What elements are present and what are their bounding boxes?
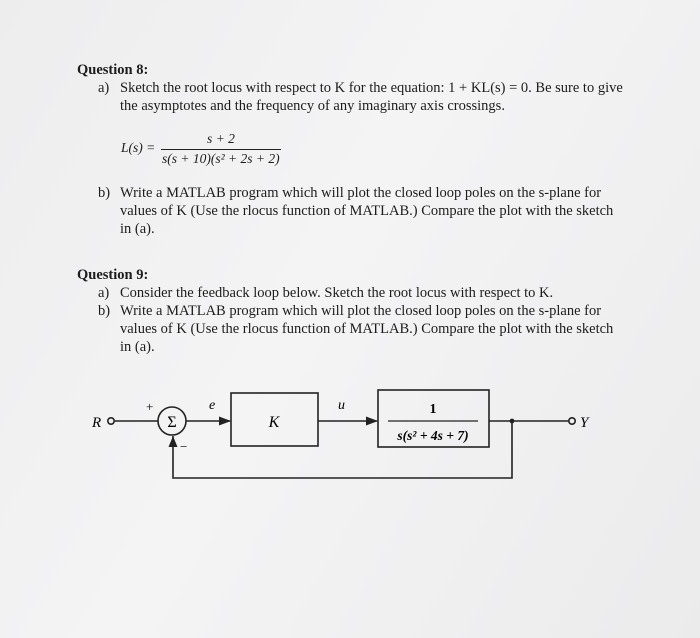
error-arrowhead	[219, 417, 231, 426]
control-arrowhead	[366, 417, 378, 426]
sum-symbol: Σ	[167, 414, 177, 431]
q8-part-a-line-2: the asymptotes and the frequency of any imaginary axis crossings.	[120, 98, 505, 114]
q9-part-a-line-1: Consider the feedback loop below. Sketch the root locus with respect to K.	[120, 285, 554, 301]
q9-part-a-marker: a)	[98, 285, 110, 301]
takeoff-point	[510, 419, 515, 424]
minus-sign: −	[180, 439, 188, 454]
input-label: R	[92, 415, 102, 431]
equation-lhs: L(s) =	[121, 140, 156, 155]
q8-part-a-line-1: Sketch the root locus with respect to K for the equation: 1 + KL(s) = 0. Be sure to give	[120, 80, 623, 96]
plant-numerator: 1	[429, 402, 437, 417]
q8-part-b-line-2: values of K (Use the rlocus function of MATLAB.) Compare the plot with the sketch	[120, 203, 614, 219]
q8-part-b-line-1: Write a MATLAB program which will plot the closed loop poles on the s-plane for	[120, 185, 602, 201]
control-label: u	[338, 398, 345, 413]
q9-part-b-marker: b)	[98, 303, 111, 319]
plus-sign: +	[146, 399, 154, 414]
q9-part-b-line-1: Write a MATLAB program which will plot the closed loop poles on the s-plane for	[120, 303, 602, 319]
question-8-title: Question 8:	[77, 62, 149, 78]
gain-label: K	[268, 414, 280, 431]
equation-denominator: s(s + 10)(s² + 2s + 2)	[162, 151, 280, 166]
error-label: e	[209, 398, 216, 413]
q9-part-b-line-3: in (a).	[120, 339, 155, 355]
q8-part-b-line-3: in (a).	[120, 221, 155, 237]
input-terminal	[108, 418, 114, 424]
feedback-arrowhead	[169, 436, 178, 447]
q8-part-a-marker: a)	[98, 80, 110, 96]
q8-part-b-marker: b)	[98, 185, 111, 201]
question-9-title: Question 9:	[77, 267, 149, 283]
output-terminal	[569, 418, 575, 424]
plant-denominator: s(s² + 4s + 7)	[397, 428, 469, 443]
output-label: Y	[580, 415, 589, 431]
equation-numerator: s + 2	[207, 131, 235, 146]
q9-part-b-line-2: values of K (Use the rlocus function of MATLAB.) Compare the plot with the sketch	[120, 321, 614, 337]
